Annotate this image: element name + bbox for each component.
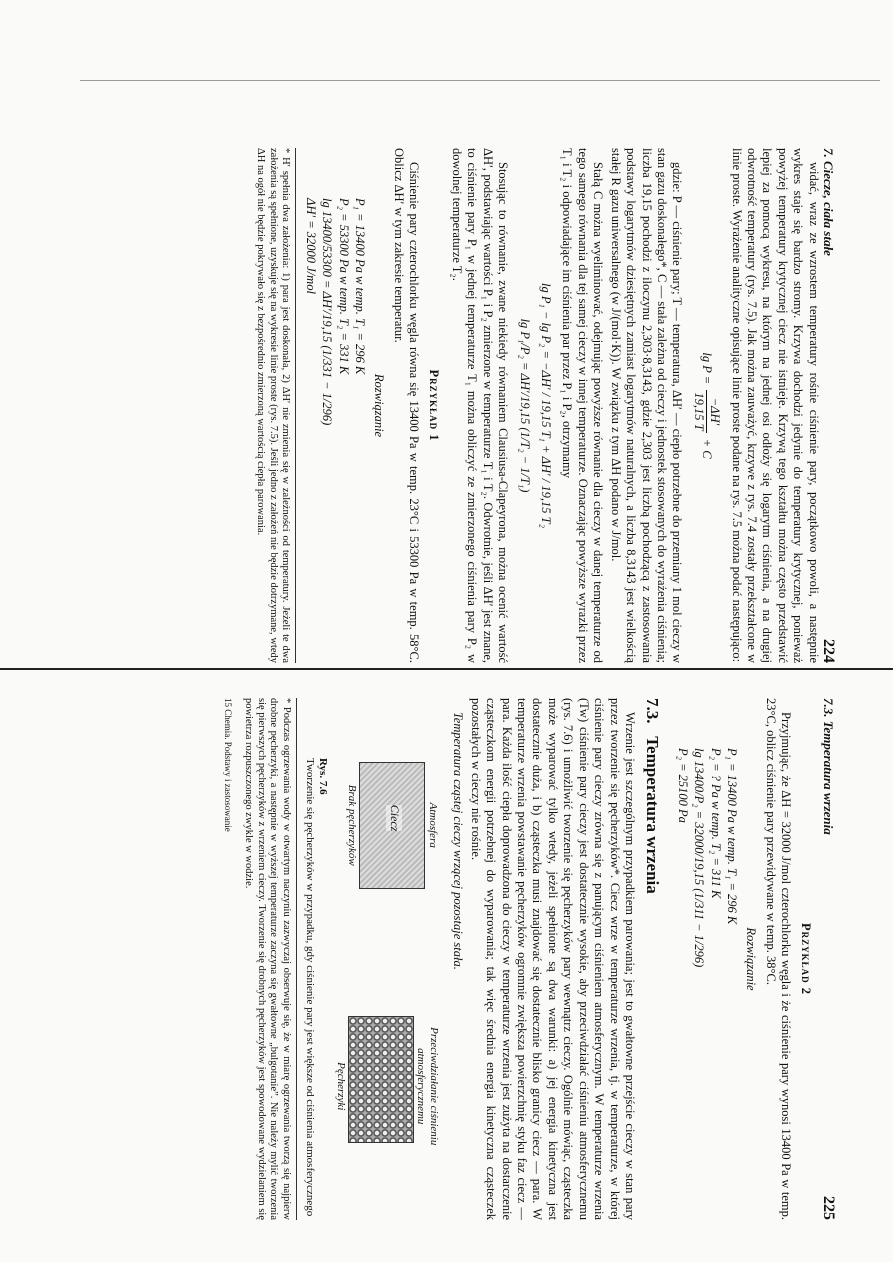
fig-label-bubbles: Pęcherzyki (335, 1062, 348, 1111)
figure-caption-text: Tworzenie się pęcherzyków w przypadku, gdy ciśnienie pary jest większe od ciśnienia atmosferycznego (303, 758, 316, 1217)
right-page-number: 225 (820, 1196, 837, 1220)
figure-caption-title: Rys. 7.6 (316, 758, 329, 795)
solution-1-line-4: ΔH′ = 32000 J/mol (303, 198, 318, 294)
left-para-2: gdzie: P — ciśnienie pary; T — temperatura, ΔH′ — ciepło potrzebne do przemiany 1 mol cieczy w stan gazu doskonałego*, C — stała zależna od cieczy i jednostek stosowanych do wyrażenia ciśnienia; liczba 19,15 pochodzi z iloczynu 2,303·8,3143, gdzie 2,303 jest liczbą pochodzącą z zastosowania podstawy logarytmów dziesiętnych zamiast logarytmów naturalnych, a liczba 8,3143 jest wielkością stałej R gazu uniwersalnego (w J/(mol·K)). W związku z tym ΔH podano w J/mol. (608, 148, 685, 663)
right-para-1-italic: Temperatura cząstej cieczy wrzącej pozostaje stała. (451, 712, 466, 970)
right-running-title: 7.3. Temperatura wrzenia (821, 698, 836, 835)
section-number: 7.3. (643, 698, 663, 724)
equation-3: lg P₁/P₂ = ΔH′/19,15 (1/T₂ − 1/T₁) (517, 318, 532, 493)
fig-label-liquid: Ciecz (387, 804, 402, 832)
section-title: Temperatura wrzenia (643, 736, 663, 894)
left-running-head (821, 148, 836, 663)
top-crease (0, 668, 893, 670)
fig-label-no-bubbles: Brak pęcherzyków (345, 784, 358, 866)
top-edge-line (80, 80, 880, 81)
eq1-denominator: 19,15 T (691, 392, 706, 431)
left-page (136, 148, 836, 663)
solution-2-head: Rozwiązanie (744, 927, 759, 991)
fig-label-counteraction: Przeciwdziałanie ciśnieniu atmosferycznemu (415, 1027, 441, 1146)
solution-1-line-1: P₁ = 13400 Pa w temp. T₁ = 296 K (353, 198, 368, 375)
example-2-text: Przyjmując, że ΔH = 32000 J/mol czterochlorku węgla i że ciśnienie pary wynosi 13400 Pa w temp. 23°C, oblicz ciśnienie pary przewidywane w temp. 38°C. (763, 698, 794, 1220)
fig-label-atmosphere: Atmosfera (427, 802, 440, 848)
example-1-title: Przykład 1 (426, 369, 441, 442)
eq1-tail: + C (700, 438, 715, 459)
example-2-title: Przykład 2 (798, 922, 813, 995)
solution-1-head: Rozwiązanie (372, 373, 387, 438)
book-footer: 15 Chemia. Podstawy i zastosowanie (222, 698, 233, 832)
left-running-title: 7. Ciecze, ciała stałe (821, 148, 836, 256)
equation-1 (690, 148, 722, 663)
equation-2: lg P₁ − lg P₂ = −ΔH′ / 19,15 T₁ + ΔH′ / 19,15 T₂ (539, 283, 554, 528)
left-para-4: Stosując to równanie, zwane niekiedy równaniem Clausiusa-Clapeyrona, można ocenić wartość ΔH′, podstawiając wartości P₁ i P₂ zmierzone w temperaturze T₁ i T₂. Odwrotnie, jeśli ΔH′ jest znane, to ciśnienie pary P₁ w jednej temperaturze T₁ można obliczyć ze zmierzonego ciśnienia pary P₂ w dowolnej temperaturze T₂. (450, 148, 511, 663)
bubbles-box (348, 1016, 414, 1143)
right-footnote: * Podczas ogrzewania wody w otwartym naczyniu zazwyczaj obserwuje się, że w miarę ogrzewania tworzą się najpierw drobne pęcherzyki, a następnie w wyższej temperaturze zaczyna się gwałtowne „bulgotanie”. Nie należy mylić tworzenia się pierwszych pęcherzyków z wrzeniem cieczy. Tworzenie się drobnych pęcherzyków jest spowodowane wydzielaniem się powietrza rozpuszczonego zwykle w wodzie. (242, 698, 297, 1220)
figure-panel-bubbles (333, 1016, 440, 1156)
right-page (136, 698, 836, 1220)
eq1-numerator: −ΔH′ (706, 390, 722, 432)
right-para-1: Wrzenie jest szczególnym przypadkiem parowania; jest to gwałtowne przejście cieczy w stan pary przez tworzenie się pęcherzyków*. Ciecz wrze w temperaturze wrzenia, tj. w temperaturze, w której ciśnienie pary cieczy zrówna się z panującym ciśnieniem atmosferycznym. W temperaturze wrzenia (Tw) ciśnienie pary cieczy jest dostatecznie wysokie, aby przeciwdziałać ciśnieniu atmosferycznemu (rys. 7.6) i umożliwić tworzenie się pęcherzyków pary wewnątrz cieczy. Ogólnie mówiąc, cząsteczka może wyparować tylko wtedy, jeżeli spełnione są dwa warunki: a) jej energia kinetyczna jest dostatecznie duża, i b) cząsteczka musi znajdować się dostatecznie blisko granicy ciecz — para. W temperaturze wrzenia powstawanie pęcherzyków ogromnie zwiększa powierzchnię styku faz ciecz — para. Każda ilość ciepła doprowadzona do cieczy w temperaturze wrzenia jest zużyta na dostarczenie cząsteczkom energii potrzebnej do wyparowania; tak więc średnia energia kinetyczna cząsteczek pozostałych w cieczy nie rośnie. (468, 698, 637, 1220)
liquid-box (359, 762, 425, 889)
left-para-1: widać, wraz ze wzrostem temperatury rośnie ciśnienie pary, początkowo powoli, a następnie wykres staje się bardzo stromy. Krzywa dochodzi jedynie do temperatury krytycznej, ponieważ powyżej temperatury krytycznej ciecz nie istnieje. Krzywą tego kształtu można często przedstawić lepiej za pomocą wykresu, na którym na jednej osi odłoży się logarytm ciśnienia, a na drugiej odwrotność temperatury (rys. 7.5). Jak można zauważyć, krzywe z rys. 7.4 zostały przekształcone w linie proste. Wyrażenie analityczne opisujące linie proste podane na rys. 7.5 można podać następująco: (729, 148, 821, 663)
solution-2-line-2: P₂ = ? Pa w temp. T₂ = 311 K (708, 748, 723, 899)
example-1-text: Ciśnienie pary czterochlorku węgla równa się 13400 Pa w temp. 23°C i 53300 Pa w temp. 58°C. Oblicz ΔH′ w tym zakresie temperatur. (391, 148, 422, 663)
solution-1-line-3: lg 13400/53300 = ΔH′/19,15 (1/331 − 1/296) (320, 198, 335, 426)
right-running-head (821, 698, 836, 1220)
solution-1-line-2: P₂ = 53300 Pa w temp. T₂ = 331 K (336, 198, 351, 375)
figure-panel-no-bubbles (333, 762, 440, 889)
solution-2-line-3: lg 13400/P₂ = 32000/19,15 (1/311 − 1/296) (692, 748, 707, 968)
figure-7-6 (333, 698, 440, 1220)
section-heading (643, 698, 663, 1220)
figure-caption (303, 698, 329, 1220)
eq1-fraction (690, 390, 722, 432)
left-footnote: * H′ spełnia dwa założenia: 1) para jest doskonała, 2) ΔH′ nie zmienia się w zależności od temperatury. Jeżeli te dwa założenia są spełnione, uzyskuje się na wykresie linie proste (rys. 7.5). Jeśli jedno z założeń nie będzie dotrzymane, wtedy ΔH na ogół nie będzie pokrywało się z bezpośrednio zmierzoną wartością ciepła parowania. (254, 148, 297, 663)
left-page-number: 224 (820, 639, 837, 663)
solution-2-line-1: P₁ = 13400 Pa w temp. T₁ = 296 K (724, 748, 739, 925)
eq1-lhs: lg P = (700, 352, 715, 385)
solution-2-line-4: P₂ = 25100 Pa (675, 748, 690, 823)
left-para-3: Stałą C można wyeliminować, odejmując powyższe równanie dla cieczy w danej temperaturze od tego samego równania dla tej samej cieczy w innej temperaturze. Oznaczając powyższe wyrazki przez T₁ i T₂ i odpowiadające im ciśnienia par przez P₁ i P₂, otrzymamy (560, 148, 606, 663)
